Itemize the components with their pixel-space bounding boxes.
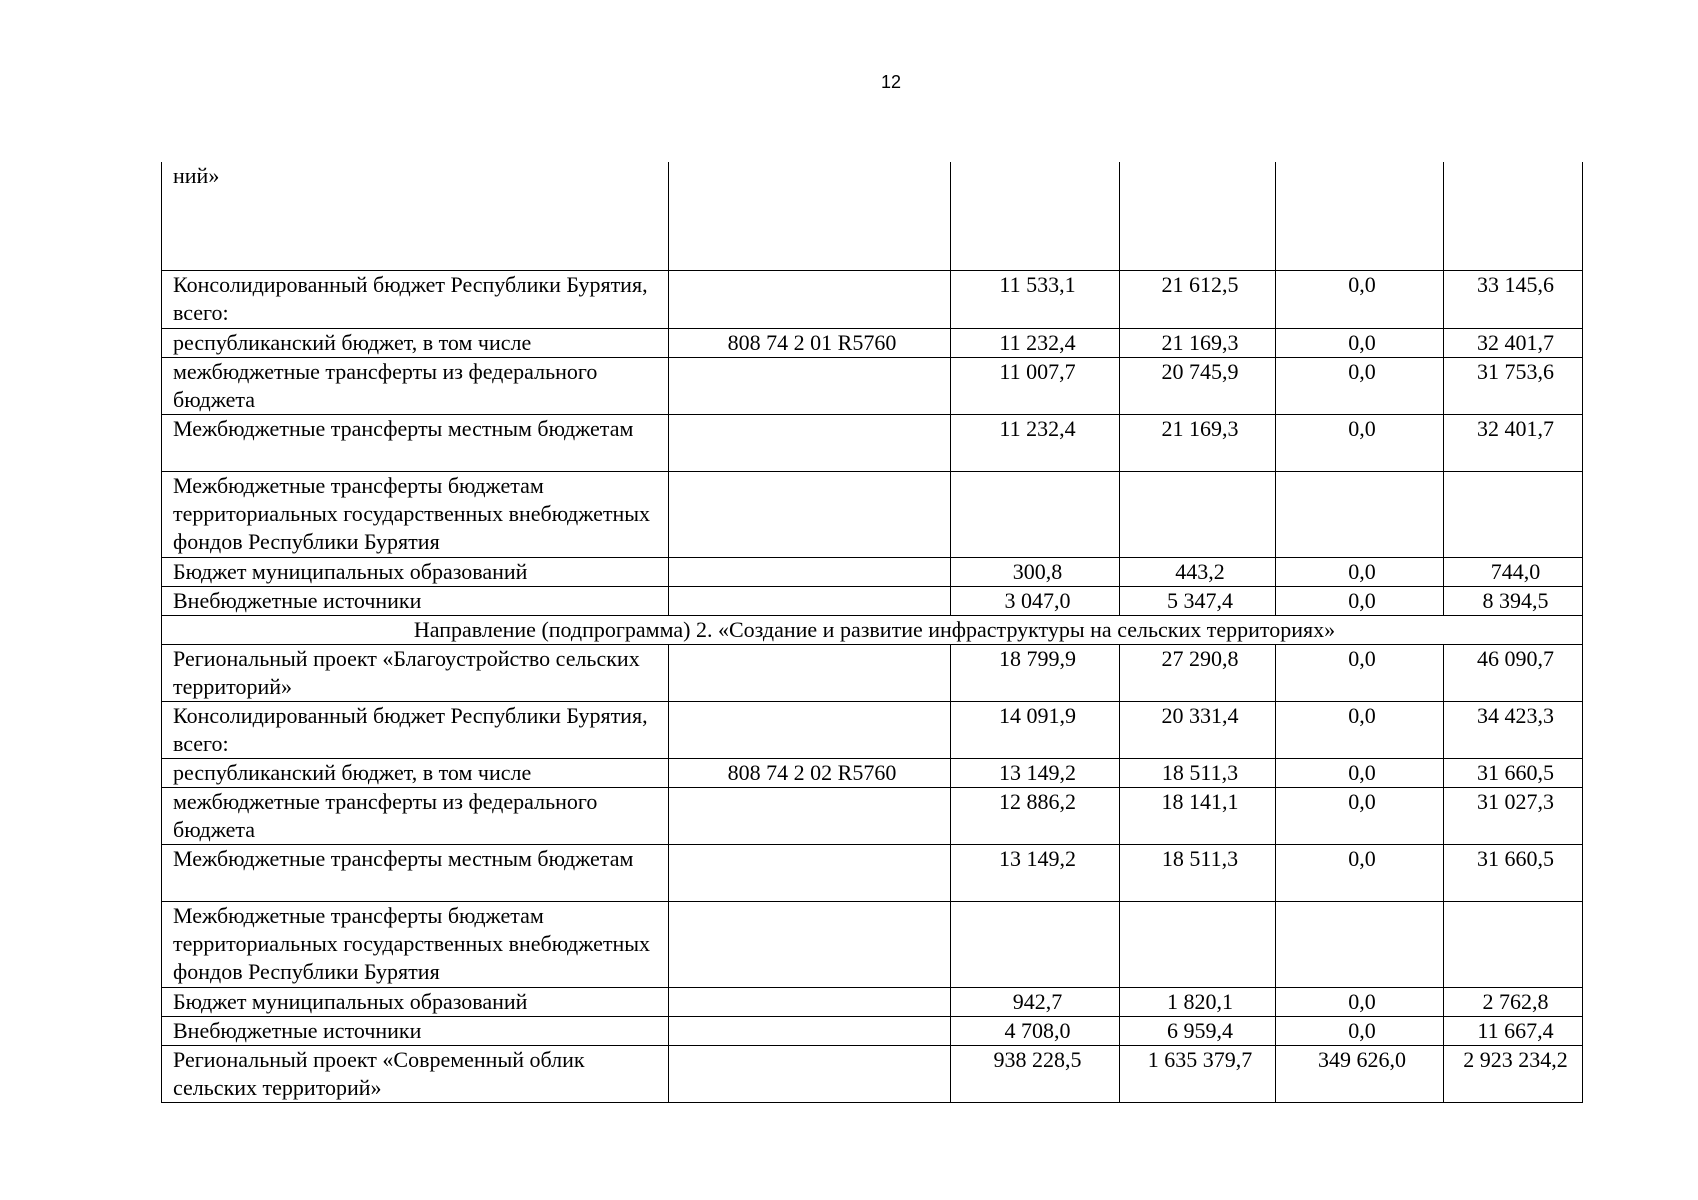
table-row [162,1045,1583,1102]
value-year2-cell [1120,471,1276,557]
total-cell: 32 401,7 [1444,328,1583,357]
total-cell: 31 660,5 [1444,844,1583,901]
value-year1-cell: 13 149,2 [951,844,1120,901]
value-year2-cell [1120,901,1276,987]
table-row [162,557,1583,586]
value-year1-cell: 3 047,0 [951,586,1120,615]
row-name-cell: Бюджет муниципальных образований [162,987,669,1016]
value-year3-cell: 0,0 [1276,987,1444,1016]
row-name-cell: Региональный проект «Современный облик сельских территорий» [162,1045,669,1102]
budget-code-cell [669,162,951,270]
total-cell [1444,162,1583,270]
total-cell: 34 423,3 [1444,701,1583,758]
table-row [162,987,1583,1016]
row-name-cell: Внебюджетные источники [162,1016,669,1045]
budget-code-cell [669,987,951,1016]
row-name-cell: межбюджетные трансферты из федерального бюджета [162,787,669,844]
total-cell [1444,471,1583,557]
value-year3-cell: 0,0 [1276,787,1444,844]
total-cell: 46 090,7 [1444,644,1583,701]
value-year3-cell: 0,0 [1276,357,1444,414]
value-year1-cell [951,471,1120,557]
budget-code-cell [669,586,951,615]
value-year3-cell: 349 626,0 [1276,1045,1444,1102]
budget-code-cell [669,787,951,844]
value-year2-cell: 18 141,1 [1120,787,1276,844]
table-row [162,586,1583,615]
value-year2-cell: 6 959,4 [1120,1016,1276,1045]
value-year2-cell: 1 635 379,7 [1120,1045,1276,1102]
value-year3-cell: 0,0 [1276,1016,1444,1045]
budget-code-cell [669,414,951,471]
row-name-cell: Межбюджетные трансферты местным бюджетам [162,414,669,471]
budget-code-cell [669,844,951,901]
budget-code-cell [669,270,951,328]
value-year1-cell: 11 232,4 [951,328,1120,357]
table-row [162,844,1583,901]
budget-code-cell [669,644,951,701]
value-year2-cell: 21 169,3 [1120,414,1276,471]
budget-code-cell [669,701,951,758]
table-row [162,471,1583,557]
total-cell: 32 401,7 [1444,414,1583,471]
budget-code-cell [669,1016,951,1045]
table-row [162,701,1583,758]
table-row [162,787,1583,844]
total-cell: 8 394,5 [1444,586,1583,615]
table-row [162,328,1583,357]
value-year2-cell: 18 511,3 [1120,758,1276,787]
value-year1-cell: 11 007,7 [951,357,1120,414]
row-name-cell: Межбюджетные трансферты бюджетам территориальных государственных внебюджетных фондов Республики Бурятия [162,901,669,987]
value-year1-cell: 4 708,0 [951,1016,1120,1045]
value-year3-cell: 0,0 [1276,644,1444,701]
total-cell: 33 145,6 [1444,270,1583,328]
budget-code-cell [669,557,951,586]
value-year1-cell: 942,7 [951,987,1120,1016]
value-year3-cell: 0,0 [1276,328,1444,357]
budget-code-cell [669,901,951,987]
value-year2-cell: 20 331,4 [1120,701,1276,758]
value-year2-cell: 1 820,1 [1120,987,1276,1016]
value-year1-cell: 300,8 [951,557,1120,586]
value-year3-cell: 0,0 [1276,701,1444,758]
total-cell: 31 027,3 [1444,787,1583,844]
table-row [162,901,1583,987]
table-row [162,270,1583,328]
value-year1-cell: 13 149,2 [951,758,1120,787]
value-year2-cell: 20 745,9 [1120,357,1276,414]
value-year2-cell: 443,2 [1120,557,1276,586]
budget-code-cell [669,1045,951,1102]
value-year3-cell [1276,471,1444,557]
value-year1-cell [951,162,1120,270]
row-name-cell: межбюджетные трансферты из федерального бюджета [162,357,669,414]
total-cell: 31 660,5 [1444,758,1583,787]
value-year1-cell: 11 232,4 [951,414,1120,471]
total-cell: 11 667,4 [1444,1016,1583,1045]
value-year3-cell: 0,0 [1276,844,1444,901]
total-cell: 31 753,6 [1444,357,1583,414]
total-cell [1444,901,1583,987]
budget-table [161,162,1583,1103]
value-year2-cell: 21 612,5 [1120,270,1276,328]
table-row [162,1016,1583,1045]
total-cell: 2 762,8 [1444,987,1583,1016]
value-year3-cell: 0,0 [1276,414,1444,471]
row-name-cell: Межбюджетные трансферты местным бюджетам [162,844,669,901]
budget-table-body [162,162,1583,1102]
page-number: 12 [880,72,902,92]
value-year2-cell: 18 511,3 [1120,844,1276,901]
value-year3-cell [1276,162,1444,270]
value-year1-cell: 18 799,9 [951,644,1120,701]
table-row [162,758,1583,787]
value-year1-cell: 11 533,1 [951,270,1120,328]
row-name-cell: республиканский бюджет, в том числе [162,758,669,787]
budget-code-cell [669,357,951,414]
row-name-cell: Межбюджетные трансферты бюджетам территориальных государственных внебюджетных фондов Республики Бурятия [162,471,669,557]
budget-code-cell: 808 74 2 02 R5760 [669,758,951,787]
table-row [162,414,1583,471]
value-year2-cell: 5 347,4 [1120,586,1276,615]
value-year3-cell: 0,0 [1276,270,1444,328]
table-row [162,357,1583,414]
total-cell: 744,0 [1444,557,1583,586]
value-year2-cell: 21 169,3 [1120,328,1276,357]
value-year3-cell [1276,901,1444,987]
value-year1-cell: 12 886,2 [951,787,1120,844]
value-year2-cell [1120,162,1276,270]
table-row [162,644,1583,701]
row-name-cell: Внебюджетные источники [162,586,669,615]
total-cell: 2 923 234,2 [1444,1045,1583,1102]
row-name-cell: Бюджет муниципальных образований [162,557,669,586]
table-row [162,162,1583,270]
row-name-cell: Консолидированный бюджет Республики Бурятия, всего: [162,701,669,758]
row-name-cell: Консолидированный бюджет Республики Бурятия, всего: [162,270,669,328]
value-year2-cell: 27 290,8 [1120,644,1276,701]
budget-code-cell: 808 74 2 01 R5760 [669,328,951,357]
value-year1-cell [951,901,1120,987]
value-year3-cell: 0,0 [1276,586,1444,615]
value-year1-cell: 938 228,5 [951,1045,1120,1102]
value-year3-cell: 0,0 [1276,557,1444,586]
row-name-cell: Региональный проект «Благоустройство сельских территорий» [162,644,669,701]
value-year1-cell: 14 091,9 [951,701,1120,758]
section-title: Направление (подпрограмма) 2. «Создание и развитие инфраструктуры на сельских территориях» [162,615,1583,644]
section-header-row [162,615,1583,644]
budget-code-cell [669,471,951,557]
row-name-cell: ний» [162,162,669,270]
row-name-cell: республиканский бюджет, в том числе [162,328,669,357]
value-year3-cell: 0,0 [1276,758,1444,787]
